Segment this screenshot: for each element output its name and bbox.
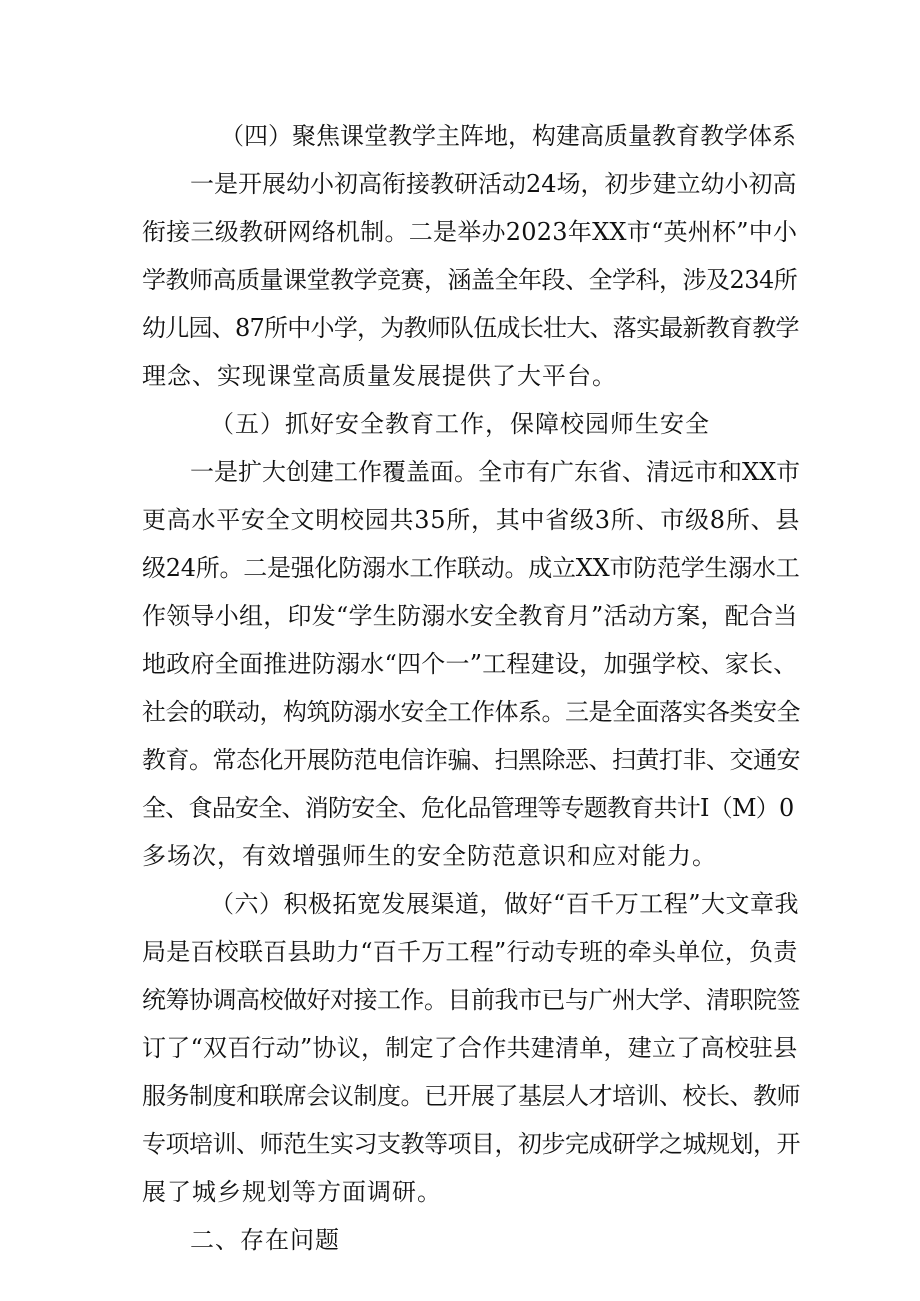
paragraph-line: 理念、实现课堂高质量发展提供了大平台。 bbox=[142, 362, 617, 390]
heading-section-6: （六）积极拓宽发展渠道，做好“百千万工程”大文章我 bbox=[210, 890, 800, 918]
paragraph-line: 服务制度和联席会议制度。已开展了基层人才培训、校长、教师 bbox=[142, 1082, 800, 1110]
heading-section-2: 二、存在问题 bbox=[190, 1226, 340, 1254]
paragraph-line: 作领导小组，印发“学生防溺水安全教育月”活动方案，配合当 bbox=[142, 602, 798, 630]
paragraph-line: 更高水平安全文明校园共35所，其中省级3所、市级8所、县 bbox=[142, 506, 801, 534]
paragraph-line: 衔接三级教研网络机制。二是举办2023年XX市“英州杯”中小 bbox=[142, 218, 798, 246]
paragraph-line: 学教师高质量课堂教学竞赛，涵盖全年段、全学科，涉及234所 bbox=[142, 266, 798, 294]
paragraph-line: 局是百校联百县助力“百千万工程”行动专班的牵头单位，负责 bbox=[142, 938, 798, 966]
heading-section-5: （五）抓好安全教育工作，保障校园师生安全 bbox=[210, 410, 710, 438]
paragraph-line: 统筹协调高校做好对接工作。目前我市已与广州大学、清职院签 bbox=[142, 986, 800, 1014]
paragraph-line: 社会的联动，构筑防溺水安全工作体系。三是全面落实各类安全 bbox=[142, 698, 800, 726]
paragraph-line: 全、食品安全、消防安全、危化品管理等专题教育共计I（M）0 bbox=[142, 794, 794, 822]
paragraph-line: 幼儿园、87所中小学，为教师队伍成长壮大、落实最新教育教学 bbox=[142, 314, 799, 342]
paragraph-line: 订了“双百行动”协议，制定了合作共建清单，建立了高校驻县 bbox=[142, 1034, 798, 1062]
paragraph-line: 一是扩大创建工作覆盖面。全市有广东省、清远市和XX市 bbox=[190, 458, 801, 486]
heading-section-4: （四）聚焦课堂教学主阵地，构建高质量教育教学体系 bbox=[220, 122, 796, 150]
paragraph-line: 级24所。二是强化防溺水工作联动。成立XX市防范学生溺水工 bbox=[142, 554, 800, 582]
paragraph-line: 多场次，有效增强师生的安全防范意识和应对能力。 bbox=[142, 842, 717, 870]
paragraph-line: 展了城乡规划等方面调研。 bbox=[142, 1178, 442, 1206]
paragraph-line: 地政府全面推进防溺水“四个一”工程建设，加强学校、家长、 bbox=[142, 650, 798, 678]
paragraph-line: 专项培训、师范生实习支教等项目，初步完成研学之城规划，开 bbox=[142, 1130, 800, 1158]
paragraph-line: 教育。常态化开展防范电信诈骗、扫黑除恶、扫黄打非、交通安 bbox=[142, 746, 800, 774]
paragraph-line: 一是开展幼小初高衔接教研活动24场，初步建立幼小初高 bbox=[190, 170, 797, 198]
